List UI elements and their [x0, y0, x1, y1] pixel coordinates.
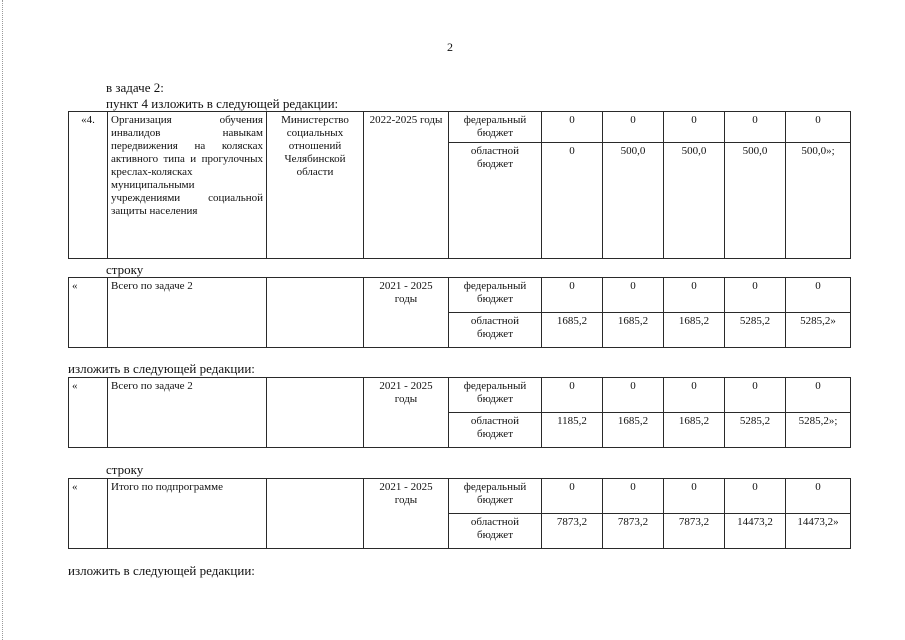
table-row — [69, 378, 851, 413]
table-total-new — [68, 377, 851, 448]
row-label: строку — [106, 262, 144, 277]
funding-source: федеральный бюджет — [449, 378, 542, 413]
event-name: Организация обучения инвалидов навыкам передвижения на колясках активного типа и прогулочных креслах-колясках муниципальными учреждениями социальной защиты населения — [108, 112, 267, 259]
value-cell: 0 — [603, 479, 664, 514]
value-cell: 5285,2 — [725, 413, 786, 448]
row-number: « — [69, 479, 108, 549]
value-cell: 0 — [542, 479, 603, 514]
value-cell: 5285,2 — [725, 313, 786, 348]
value-cell: 0 — [664, 378, 725, 413]
value-cell: 7873,2 — [603, 514, 664, 549]
task-intro: в задаче 2: — [106, 80, 164, 95]
replace-intro: изложить в следующей редакции: — [68, 361, 255, 376]
executor — [267, 479, 364, 549]
value-cell: 1685,2 — [603, 413, 664, 448]
value-cell: 0 — [786, 378, 851, 413]
funding-source: федеральный бюджет — [449, 479, 542, 514]
table-total-old — [68, 277, 851, 348]
value-cell: 0 — [664, 479, 725, 514]
event-name: Всего по задаче 2 — [108, 378, 267, 448]
funding-source: областной бюджет — [449, 143, 542, 259]
value-cell: 0 — [725, 378, 786, 413]
funding-source: областной бюджет — [449, 313, 542, 348]
value-cell: 500,0 — [664, 143, 725, 259]
value-cell: 1185,2 — [542, 413, 603, 448]
value-cell: 7873,2 — [542, 514, 603, 549]
table-point4 — [68, 111, 851, 259]
period: 2021 - 2025 годы — [364, 278, 449, 348]
value-cell: 0 — [664, 112, 725, 143]
executor — [267, 278, 364, 348]
value-cell: 1685,2 — [664, 413, 725, 448]
value-cell: 5285,2»; — [786, 413, 851, 448]
page-number: 2 — [447, 40, 453, 54]
value-cell: 14473,2 — [725, 514, 786, 549]
value-cell: 0 — [542, 143, 603, 259]
value-cell: 0 — [603, 278, 664, 313]
event-name: Итого по подпрограмме — [108, 479, 267, 549]
value-cell: 0 — [786, 112, 851, 143]
value-cell: 500,0»; — [786, 143, 851, 259]
table-row — [69, 479, 851, 514]
row-label: строку — [106, 462, 144, 477]
funding-source: федеральный бюджет — [449, 278, 542, 313]
value-cell: 0 — [664, 278, 725, 313]
period: 2021 - 2025 годы — [364, 378, 449, 448]
value-cell: 1685,2 — [603, 313, 664, 348]
value-cell: 0 — [542, 112, 603, 143]
executor: Министерство социальных отношений Челябинской области — [267, 112, 364, 259]
table-row — [69, 112, 851, 143]
value-cell: 14473,2» — [786, 514, 851, 549]
value-cell: 0 — [786, 479, 851, 514]
value-cell: 0 — [725, 112, 786, 143]
value-cell: 0 — [603, 378, 664, 413]
funding-source: областной бюджет — [449, 514, 542, 549]
row-number: « — [69, 378, 108, 448]
value-cell: 1685,2 — [664, 313, 725, 348]
value-cell: 0 — [542, 378, 603, 413]
value-cell: 0 — [542, 278, 603, 313]
value-cell: 0 — [786, 278, 851, 313]
event-name: Всего по задаче 2 — [108, 278, 267, 348]
table-row — [69, 278, 851, 313]
value-cell: 0 — [603, 112, 664, 143]
value-cell: 5285,2» — [786, 313, 851, 348]
value-cell: 500,0 — [725, 143, 786, 259]
table-subprogram-old — [68, 478, 851, 549]
row-number: « — [69, 278, 108, 348]
period: 2022-2025 годы — [364, 112, 449, 259]
funding-source: областной бюджет — [449, 413, 542, 448]
funding-source: федеральный бюджет — [449, 112, 542, 143]
period: 2021 - 2025 годы — [364, 479, 449, 549]
value-cell: 0 — [725, 278, 786, 313]
row-number: «4. — [69, 112, 108, 259]
value-cell: 500,0 — [603, 143, 664, 259]
replace-intro: изложить в следующей редакции: — [68, 563, 255, 578]
point4-intro: пункт 4 изложить в следующей редакции: — [106, 96, 339, 111]
value-cell: 7873,2 — [664, 514, 725, 549]
page-edge — [2, 0, 3, 640]
value-cell: 1685,2 — [542, 313, 603, 348]
executor — [267, 378, 364, 448]
value-cell: 0 — [725, 479, 786, 514]
